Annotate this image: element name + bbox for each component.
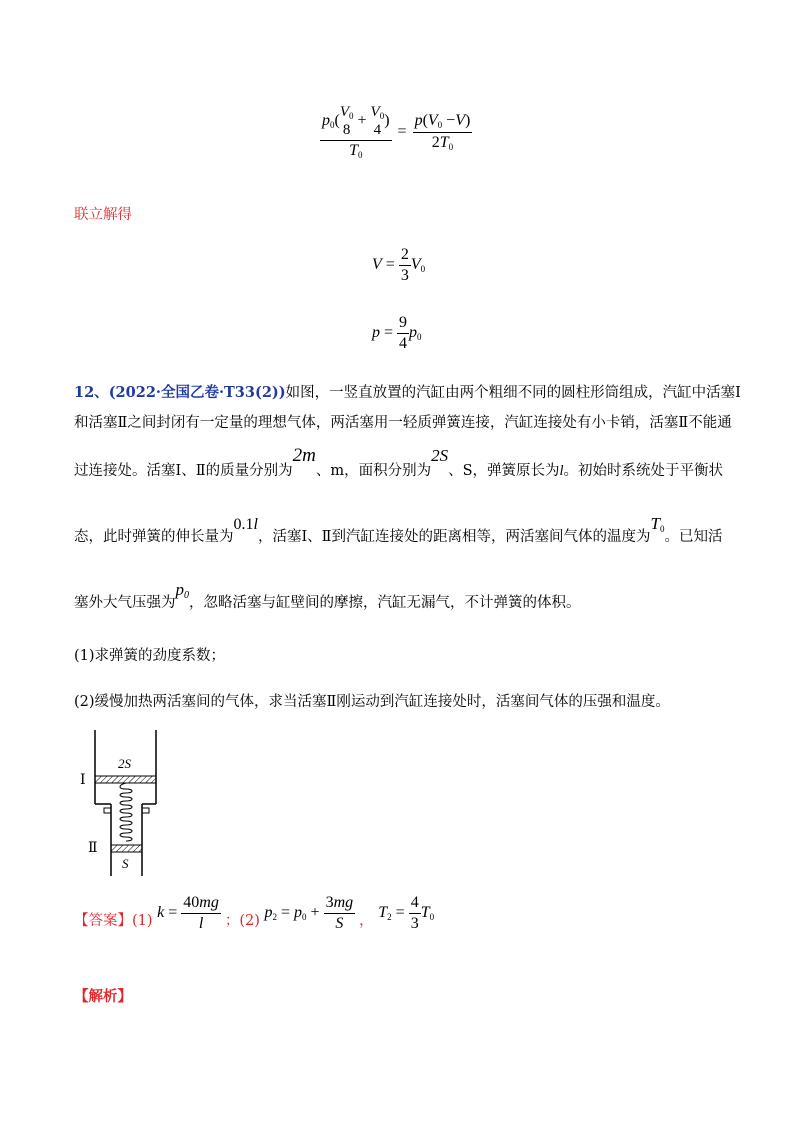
figure-label-piston-2: Ⅱ [88, 841, 98, 856]
figure-label-piston-1: Ⅰ [80, 773, 86, 788]
figure-label-2s: 2S [118, 756, 131, 771]
problem-source: (2022·全国乙卷·T33(2)) [108, 384, 286, 401]
cylinder-figure [70, 728, 190, 888]
question-1: (1)求弹簧的劲度系数； [74, 648, 226, 664]
answer-tag: 【答案】 [74, 912, 132, 929]
equation-3: p = $\frac{9}{4}$ $p_0$ [372, 314, 422, 352]
answer-k: k = $\frac{40mg}{l}$ [157, 894, 219, 932]
piston-1 [95, 776, 156, 783]
spring [120, 783, 132, 841]
question-2: (2)缓慢加热两活塞间的气体，求当活塞Ⅱ刚运动到汽缸连接处时，活塞间气体的压强和温度。 [74, 694, 670, 710]
problem-line-2: 和活塞Ⅱ之间封闭有一定量的理想气体，两活塞用一轻质弹簧连接，汽缸连接处有小卡销，活塞Ⅱ不能通 [74, 415, 732, 431]
problem-line-3: 过连接处。活塞Ⅰ、Ⅱ的质量分别为2m、m，面积分别为2S、S，弹簧原长为l。初始时系统处于平衡状 [74, 445, 724, 479]
answer-p2: $p_2 = p_0$ + $\frac{3mg}{S}$ [264, 894, 354, 932]
solve-label: 联立解得 [74, 207, 132, 223]
problem-line-4: 态，此时弹簧的伸长量为0.1l，活塞Ⅰ、Ⅱ到汽缸连接处的距离相等，两活塞间气体的温度为$T_0$。已知活 [74, 514, 723, 545]
answer-line: 【答案】(1) k = $\frac{40mg}{l}$ ；(2) $p_2 = p_0$ + $\frac{3mg}{S}$ ， $T_2$ = $\frac{4}{3}$ $T_0$ [74, 894, 435, 932]
problem-number: 12、 [74, 384, 109, 401]
equation-1: $p_0$( $V_0$ 8 + $V_0$ 4 ) $T_0$ = $\frac{p(V_0 -V)}{2T_0}$ [322, 104, 471, 161]
analysis-tag: 【解析】 [74, 988, 132, 1005]
piston-2 [111, 845, 142, 852]
equation-2: V = $\frac{2}{3}$ $V_0$ [372, 246, 426, 284]
problem-line-1: 12、(2022·全国乙卷·T33(2))如图，一竖直放置的汽缸由两个粗细不同的圆柱形筒组成，汽缸中活塞Ⅰ [74, 384, 741, 401]
answer-t2: $T_2$ = $\frac{4}{3}$ $T_0$ [378, 894, 435, 932]
figure-label-s: S [122, 856, 129, 871]
problem-line-5: 塞外大气压强为$p_0$，忽略活塞与缸壁间的摩擦，汽缸无漏气，不计弹簧的体积。 [74, 580, 581, 611]
